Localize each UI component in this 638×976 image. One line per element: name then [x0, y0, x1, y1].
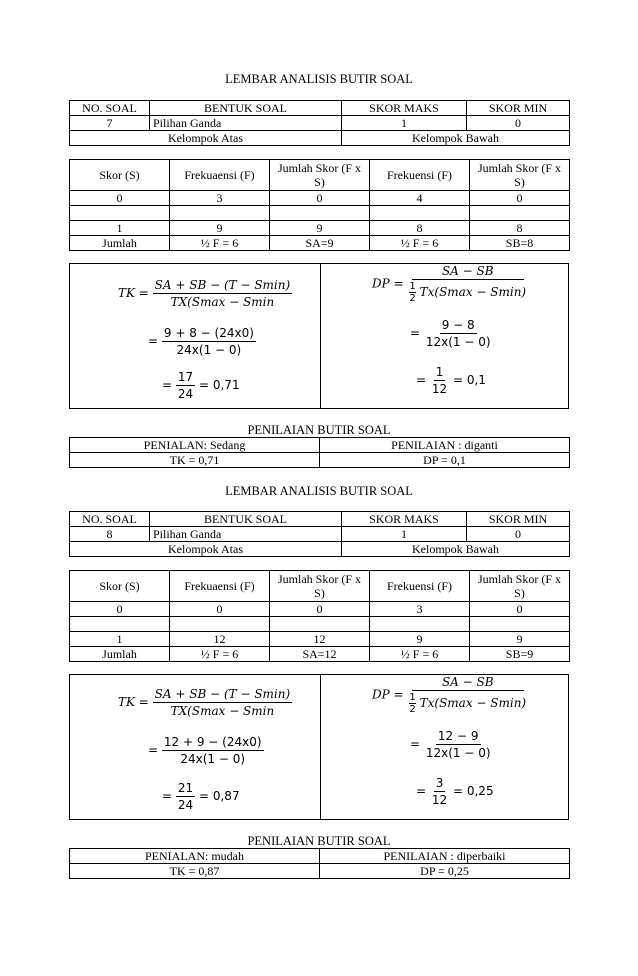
table-cell: ½ F = 6 — [170, 647, 270, 662]
dp-step3-denominator: 12 — [431, 382, 448, 396]
table-cell: 3 — [170, 191, 270, 206]
kelompok-bawah: Kelompok Bawah — [342, 131, 570, 146]
col-frekuensi-bawah: Frekuensi (F) — [370, 571, 470, 602]
table-cell: Jumlah — [70, 236, 170, 251]
penilaian-tk-label: PENIALAN: mudah — [70, 849, 320, 864]
tk-step2-numerator: 12 + 9 − (24x0) — [163, 735, 262, 749]
tk-step3-denominator: 24 — [177, 387, 194, 401]
kelompok-bawah: Kelompok Bawah — [342, 542, 570, 557]
dp-step2-denominator: 12x(1 − 0) — [425, 335, 491, 349]
dp-formula: DP = SA − SB $\frac{1}{2}$ Tx(Smax − Smin) = $\frac{12 - 9}{12x(1 - 0)}$ = $\frac{3}{12}$ = 0,25 — [372, 675, 527, 807]
section-2-formula-box — [69, 674, 569, 820]
tk-label: TK = — [118, 286, 149, 300]
value-no-soal: 7 — [70, 116, 150, 131]
value-no-soal: 8 — [70, 527, 150, 542]
table-cell: 1 — [70, 221, 170, 236]
penilaian-dp-label: PENILAIAN : diperbaiki — [320, 849, 570, 864]
col-frekuensi-bawah: Frekuensi (F) — [370, 160, 470, 191]
dp-step3-numerator: 3 — [435, 776, 444, 790]
tk-result: = 0,87 — [198, 789, 240, 803]
dp-numerator: SA − SB — [412, 264, 524, 280]
kelompok-atas: Kelompok Atas — [70, 542, 342, 557]
table-cell: 8 — [470, 221, 570, 236]
col-skor: Skor (S) — [70, 160, 170, 191]
header-bentuk-soal: BENTUK SOAL — [150, 512, 342, 527]
dp-result: = 0,25 — [452, 784, 494, 798]
penilaian-dp-value: DP = 0,25 — [320, 864, 570, 879]
table-cell: SB=8 — [470, 236, 570, 251]
col-frekuensi-atas: Frekuaensi (F) — [170, 571, 270, 602]
section-2-score-table — [69, 570, 570, 662]
tk-step3-numerator: 21 — [177, 781, 194, 795]
value-skor-maks: 1 — [342, 527, 467, 542]
header-skor-min: SKOR MIN — [467, 101, 570, 116]
header-no-soal: NO. SOAL — [70, 512, 150, 527]
dp-step2-numerator: 9 − 8 — [441, 318, 475, 332]
penilaian-dp-value: DP = 0,1 — [320, 453, 570, 468]
dp-denominator: Tx(Smax − Smin) — [419, 696, 527, 710]
table-cell: 9 — [470, 632, 570, 647]
col-jumlah-atas: Jumlah Skor (F x S) — [270, 160, 370, 191]
tk-step3-denominator: 24 — [177, 798, 194, 812]
col-frekuensi-atas: Frekuaensi (F) — [170, 160, 270, 191]
penilaian-tk-label: PENIALAN: Sedang — [70, 438, 320, 453]
dp-formula: DP = SA − SB $\frac{1}{2}$ Tx(Smax − Smin) = $\frac{9 - 8}{12x(1 - 0)}$ = $\frac{1}{12}$ = 0,1 — [372, 264, 527, 396]
table-cell: ½ F = 6 — [370, 647, 470, 662]
tk-denominator: TX(Smax − Smin — [170, 704, 275, 718]
dp-result: = 0,1 — [452, 373, 486, 387]
header-skor-maks: SKOR MAKS — [342, 101, 467, 116]
dp-step2-numerator: 12 − 9 — [437, 729, 479, 743]
value-skor-min: 0 — [467, 116, 570, 131]
section-2-title: LEMBAR ANALISIS BUTIR SOAL — [225, 484, 413, 498]
col-jumlah-atas: Jumlah Skor (F x S) — [270, 571, 370, 602]
dp-label: DP = — [372, 687, 404, 702]
section-1-penilaian-title: PENILAIAN BUTIR SOAL — [247, 423, 391, 437]
value-skor-maks: 1 — [342, 116, 467, 131]
tk-step2-denominator: 24x(1 − 0) — [180, 752, 246, 766]
tk-formula: TK = $\frac{SA + SB - (T - Smin)}{TX(Smax - Smin}$ = $\frac{12 + 9 - (24x0)}{24x(1 - 0)}$ = $\frac{21}{24}$ = 0,87 — [70, 675, 321, 819]
section-2-penilaian-table — [69, 848, 570, 879]
tk-numerator: SA + SB − (T − Smin) — [154, 687, 291, 701]
table-cell: 9 — [170, 221, 270, 236]
section-1-formula-box — [69, 263, 569, 409]
col-skor: Skor (S) — [70, 571, 170, 602]
dp-numerator: SA − SB — [412, 675, 524, 691]
table-cell: SA=12 — [270, 647, 370, 662]
kelompok-atas: Kelompok Atas — [70, 131, 342, 146]
table-cell: 12 — [270, 632, 370, 647]
tk-numerator: SA + SB − (T − Smin) — [154, 278, 291, 292]
table-cell: 0 — [170, 602, 270, 617]
header-no-soal: NO. SOAL — [70, 101, 150, 116]
table-cell: ½ F = 6 — [170, 236, 270, 251]
penilaian-tk-value: TK = 0,87 — [70, 864, 320, 879]
table-cell: 9 — [370, 632, 470, 647]
tk-step3-numerator: 17 — [177, 370, 194, 384]
table-cell: 0 — [270, 602, 370, 617]
table-cell: SA=9 — [270, 236, 370, 251]
table-cell: 4 — [370, 191, 470, 206]
section-1-title: LEMBAR ANALISIS BUTIR SOAL — [225, 72, 413, 86]
table-cell: 1 — [70, 632, 170, 647]
penilaian-dp-label: PENILAIAN : diganti — [320, 438, 570, 453]
table-cell: 0 — [70, 602, 170, 617]
dp-step2-denominator: 12x(1 − 0) — [425, 746, 491, 760]
dp-step3-denominator: 12 — [431, 793, 448, 807]
table-cell: 8 — [370, 221, 470, 236]
dp-step3-numerator: 1 — [435, 365, 444, 379]
value-bentuk-soal: Pilihan Ganda — [150, 116, 342, 131]
penilaian-tk-value: TK = 0,71 — [70, 453, 320, 468]
tk-denominator: TX(Smax − Smin — [170, 295, 275, 309]
table-cell: ½ F = 6 — [370, 236, 470, 251]
tk-result: = 0,71 — [198, 378, 240, 392]
dp-label: DP = — [372, 276, 404, 291]
header-skor-min: SKOR MIN — [467, 512, 570, 527]
tk-step2-denominator: 24x(1 − 0) — [176, 343, 242, 357]
table-cell: 12 — [170, 632, 270, 647]
section-2-header-table — [69, 511, 570, 557]
section-2-penilaian-title: PENILAIAN BUTIR SOAL — [247, 834, 391, 848]
table-cell: 0 — [70, 191, 170, 206]
col-jumlah-bawah: Jumlah Skor (F x S) — [470, 571, 570, 602]
tk-step2-numerator: 9 + 8 − (24x0) — [163, 326, 254, 340]
section-1-header-table — [69, 100, 570, 146]
tk-formula: TK = $\frac{SA + SB - (T - Smin)}{TX(Smax - Smin}$ = $\frac{9 + 8 - (24x0)}{24x(1 - 0)}$ = $\frac{17}{24}$ = 0,71 — [70, 264, 321, 408]
value-skor-min: 0 — [467, 527, 570, 542]
table-cell: 9 — [270, 221, 370, 236]
table-cell: 3 — [370, 602, 470, 617]
col-jumlah-bawah: Jumlah Skor (F x S) — [470, 160, 570, 191]
section-1-penilaian-table — [69, 437, 570, 468]
table-cell: 0 — [470, 191, 570, 206]
table-cell: 0 — [270, 191, 370, 206]
table-cell: Jumlah — [70, 647, 170, 662]
section-1-score-table — [69, 159, 570, 251]
header-bentuk-soal: BENTUK SOAL — [150, 101, 342, 116]
table-cell: SB=9 — [470, 647, 570, 662]
tk-label: TK = — [118, 695, 149, 709]
value-bentuk-soal: Pilihan Ganda — [150, 527, 342, 542]
table-cell: 0 — [470, 602, 570, 617]
dp-denominator: Tx(Smax − Smin) — [419, 285, 527, 299]
header-skor-maks: SKOR MAKS — [342, 512, 467, 527]
